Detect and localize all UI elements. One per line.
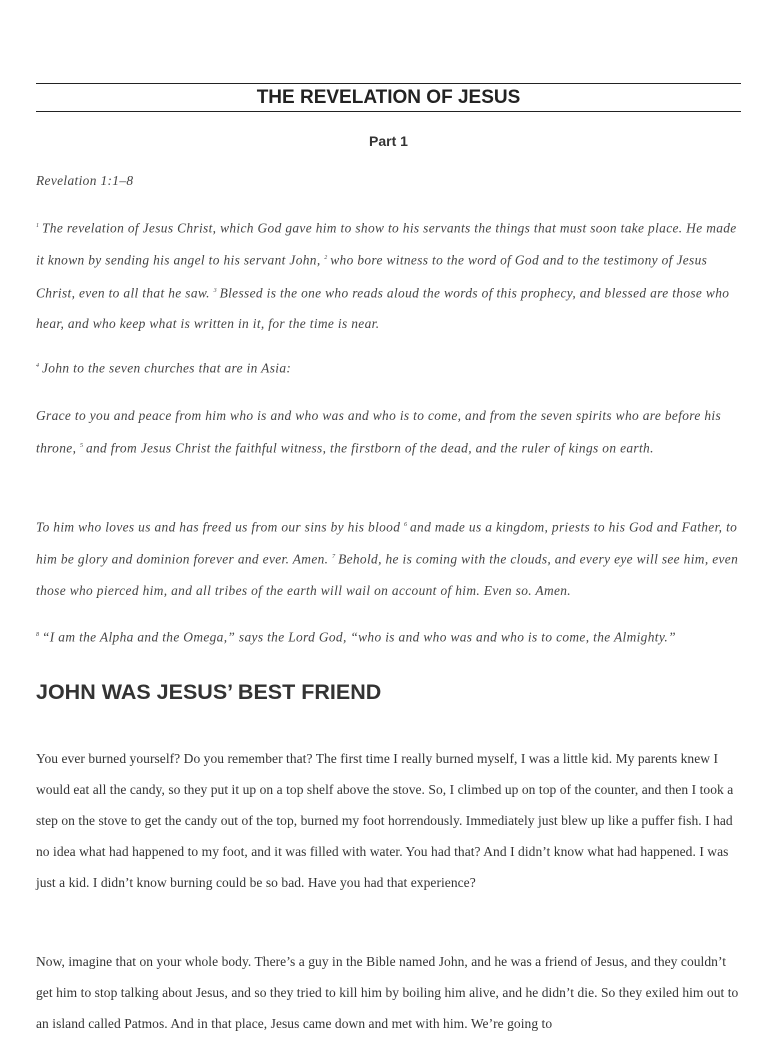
verse-number: 4: [36, 363, 39, 369]
scripture-reference-block: [36, 165, 741, 196]
body-paragraph-2: [36, 946, 741, 1039]
verse-number: 7: [332, 554, 336, 561]
verse-number: 8: [36, 632, 39, 638]
verse-number: 5: [79, 443, 83, 449]
body-paragraph-1: [36, 743, 741, 898]
section-heading: JOHN WAS JESUS’ BEST FRIEND: [36, 680, 382, 704]
scripture-paragraph-2: [36, 351, 741, 383]
verse-text: Blessed is the one who reads aloud the words of this prophecy, and blessed are those who hear, and who keep what is written in it, for the time is near.: [36, 285, 730, 332]
scripture-text: [36, 510, 741, 606]
verse-text: and from Jesus Christ the faithful witness, the firstborn of the dead, and the ruler of kings on earth.: [85, 440, 654, 456]
scripture-paragraph-4: [36, 510, 741, 606]
title-block: [36, 83, 741, 112]
verse-text: Behold, he is coming with the clouds, and every eye will see him, even those who pierced him, and all tribes of the earth will wail on account of him. Even so. Amen.: [36, 551, 739, 598]
scripture-text: [36, 620, 741, 652]
part-label: Part 1: [369, 133, 408, 149]
verse-text: who bore witness to the word of God and to the testimony of Jesus Christ, even to all that he saw.: [36, 252, 708, 301]
verse-number: 2: [324, 255, 328, 262]
scripture-text: [36, 211, 741, 339]
body-text: Now, imagine that on your whole body. There’s a guy in the Bible named John, and he was a friend of Jesus, and they couldn’t get him to stop talking about Jesus, and so they tried to kill him by boiling him alive, and he didn’t die. So they exiled him out to an island called Patmos. And in that place, Jesus came down and met with him. We’re going to: [36, 954, 739, 1031]
scripture-paragraph-5: [36, 620, 741, 652]
verse-text: and made us a kingdom, priests to his God and Father, to him be glory and dominion forever and ever. Amen.: [36, 519, 738, 567]
body-text: You ever burned yourself? Do you remember that? The first time I really burned myself, I was a little kid. My parents knew I would eat all the candy, so they put it up on a top shelf above the stove. So, I climbed up on top of the counter, and then I took a step on the stove to get the candy out of the top, burned my foot horrendously. Immediately just blew up like a puffer fish. I had no idea what had happened to my foot, and it was filled with water. You had that? And I didn’t know what had happened. I was just a kid. I didn’t know burning could be so bad. Have you had that experience?: [36, 751, 734, 890]
scripture-text: [36, 351, 741, 383]
scripture-paragraph-3: [36, 400, 741, 463]
verse-text: “I am the Alpha and the Omega,” says the Lord God, “who is and who was and who is to come, the Almighty.”: [42, 629, 676, 645]
verse-text: John to the seven churches that are in Asia:: [42, 360, 292, 376]
scripture-text: [36, 400, 741, 463]
verse-number: 1: [36, 223, 39, 229]
verse-number: 3: [213, 287, 217, 294]
document-title: THE REVELATION OF JESUS: [256, 87, 521, 108]
verse-text: Grace to you and peace from him who is and who was and who is to come, and from the seven spirits who are before his throne,: [36, 408, 722, 456]
scripture-paragraph-1: [36, 211, 741, 339]
verse-text: The revelation of Jesus Christ, which God gave him to show to his servants the things that must soon take place. He made it known by sending his angel to his servant John,: [36, 220, 737, 268]
verse-text: To him who loves us and has freed us from our sins by his blood: [36, 519, 401, 535]
verse-number: 6: [403, 522, 407, 528]
scripture-reference: Revelation 1:1–8: [36, 173, 134, 188]
